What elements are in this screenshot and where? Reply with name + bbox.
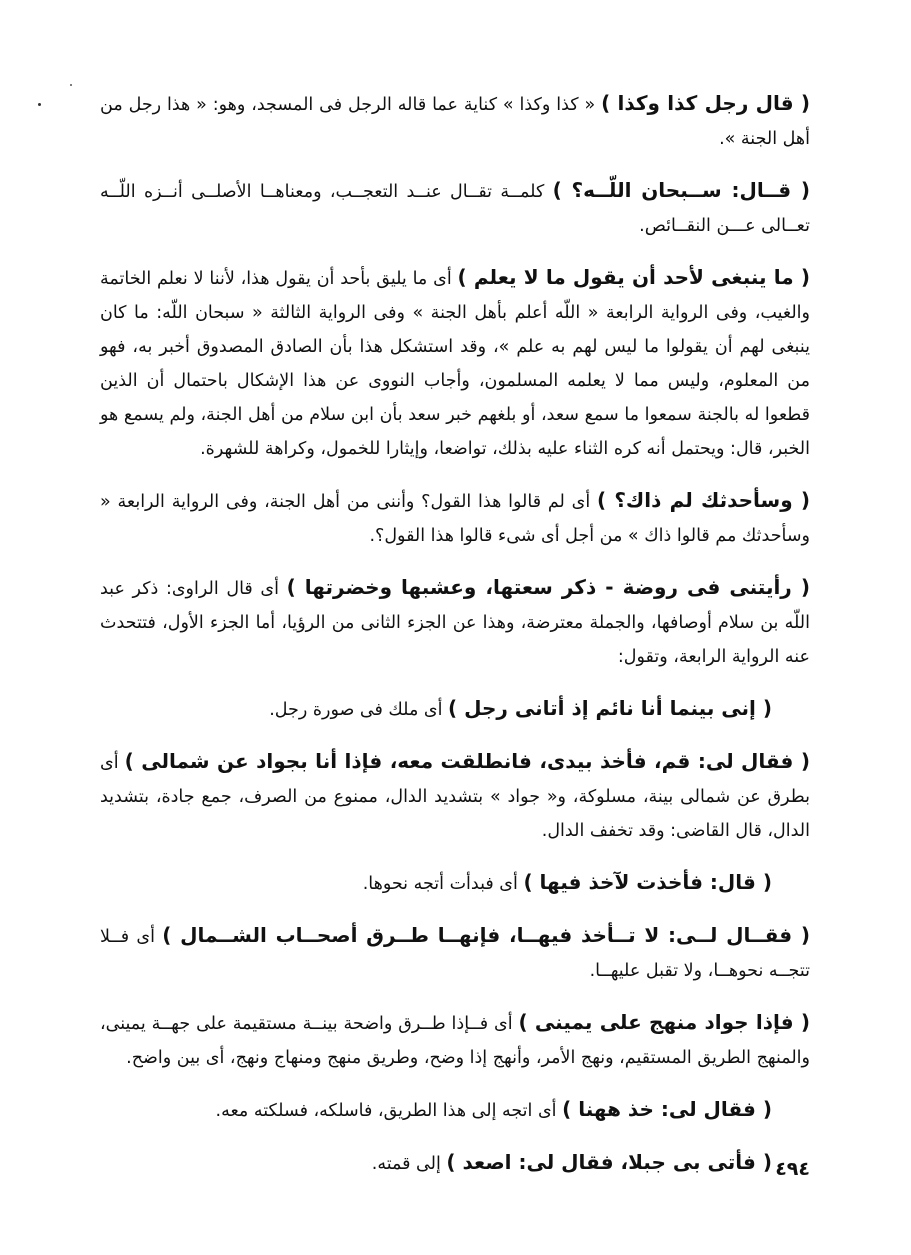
commentary: « كذا وكذا » كناية عما قاله الرجل فى المسجد، وهو: « هذا رجل من أهل الجنة ». xyxy=(100,95,810,149)
paragraph-3 xyxy=(100,260,810,466)
commentary: أى بطرق عن شمالى بينة، مسلوكة، و« جواد » بتشديد الدال، ممنوع من الصرف، جمع جادة، بتشديد الدال، قال القاضى: وقد تخفف الدال. xyxy=(100,753,810,841)
commentary: إلى قمته. xyxy=(371,1154,447,1174)
commentary: أى فــإذا طــرق واضحة بينــة مستقيمة على جهــة يمينى، والمنهج الطريق المستقيم، ونهج الأمر، وأنهج إذا وضح، وطريق منهج ومنهاج ونهج، أى بين واضح. xyxy=(100,1014,810,1068)
quoted-phrase: ( قال رجل كذا وكذا ) xyxy=(601,91,811,115)
quoted-phrase: ( فقال لى: خذ ههنا ) xyxy=(562,1097,772,1121)
page-body xyxy=(100,86,810,1198)
quoted-phrase: ( إنى بينما أنا نائم إذ أتانى رجل ) xyxy=(448,696,772,720)
page-number: ٤٩٤ xyxy=(775,1158,810,1180)
quoted-phrase: ( ما ينبغى لأحد أن يقول ما لا يعلم ) xyxy=(457,265,810,289)
paragraph-1 xyxy=(100,86,810,156)
commentary: أى قال الراوى: ذكر عبد اللّه بن سلام أوصافها، والجملة معترضة، وهذا عن الجزء الثانى من الرؤيا، أما الجزء الأول، فتتحدث عنه الرواية الرابعة، وتقول: xyxy=(100,579,810,667)
quoted-phrase: ( فأتى بى جبلا، فقال لى: اصعد ) xyxy=(446,1150,772,1174)
commentary: أى فــلا تتجــه نحوهــا، ولا تقبل عليهــا. xyxy=(100,927,810,981)
paragraph-9 xyxy=(100,918,810,988)
quoted-phrase: ( قال: فأخذت لآخذ فيها ) xyxy=(523,870,772,894)
commentary: أى ما يليق بأحد أن يقول هذا، لأننا لا نعلم الخاتمة والغيب، وفى الرواية الرابعة « اللّه أعلم بأهل الجنة » وفى الرواية الثالثة « سبحان اللّه: ما كان ينبغى لهم أن يقولوا ما ليس لهم به علم »، وقد استشكل هذا بأن الصادق المصدوق أخبر به، فهو من المعلوم، وليس مما لا يعلمه المسلمون، وأجاب النووى عن هذا الإشكال باحتمال أن الذين قطعوا له بالجنة سمعوا ما سمع سعد، أو بلغهم خبر سعد بأن ابن سلام من أهل الجنة، ولم يسمع هو الخبر، قال: ويحتمل أنه كره الثناء عليه بذلك، تواضعا، وإيثارا للخمول، وكراهة للشهرة. xyxy=(100,269,810,459)
quoted-phrase: ( فإذا جواد منهج على يمينى ) xyxy=(518,1010,810,1034)
paragraph-2 xyxy=(100,173,810,243)
quoted-phrase: ( قــال: ســبحان اللّــه؟ ) xyxy=(552,178,810,202)
paragraph-12 xyxy=(100,1145,810,1181)
quoted-phrase: ( وسأحدثك لم ذاك؟ ) xyxy=(596,488,810,512)
commentary: أى اتجه إلى هذا الطريق، فاسلكه، فسلكته معه. xyxy=(215,1101,563,1121)
paragraph-11 xyxy=(100,1092,810,1128)
commentary: أى ملك فى صورة رجل. xyxy=(269,700,449,720)
quoted-phrase: ( فقــال لــى: لا تــأخذ فيهــا، فإنهــا طــرق أصحــاب الشــمال ) xyxy=(162,923,811,947)
scan-speck xyxy=(38,103,41,106)
paragraph-4 xyxy=(100,483,810,553)
commentary: أى لم قالوا هذا القول؟ وأننى من أهل الجنة، وفى الرواية الرابعة « وسأحدثك مم قالوا ذاك » من أجل أى شىء قالوا هذا القول؟. xyxy=(100,492,810,546)
paragraph-6 xyxy=(100,691,810,727)
commentary: كلمــة تقــال عنــد التعجــب، ومعناهــا الأصلــى أنــزه اللّــه تعــالى عـــن النقــائص. xyxy=(100,182,810,236)
commentary: أى فبدأت أتجه نحوها. xyxy=(362,874,524,894)
quoted-phrase: ( فقال لى: قم، فأخذ بيدى، فانطلقت معه، فإذا أنا بجواد عن شمالى ) xyxy=(124,749,810,773)
quoted-phrase: ( رأيتنى فى روضة - ذكر سعتها، وعشبها وخضرتها ) xyxy=(286,575,810,599)
paragraph-5 xyxy=(100,570,810,674)
paragraph-7 xyxy=(100,744,810,848)
paragraph-8 xyxy=(100,865,810,901)
paragraph-10 xyxy=(100,1005,810,1075)
scan-speck xyxy=(70,84,72,86)
